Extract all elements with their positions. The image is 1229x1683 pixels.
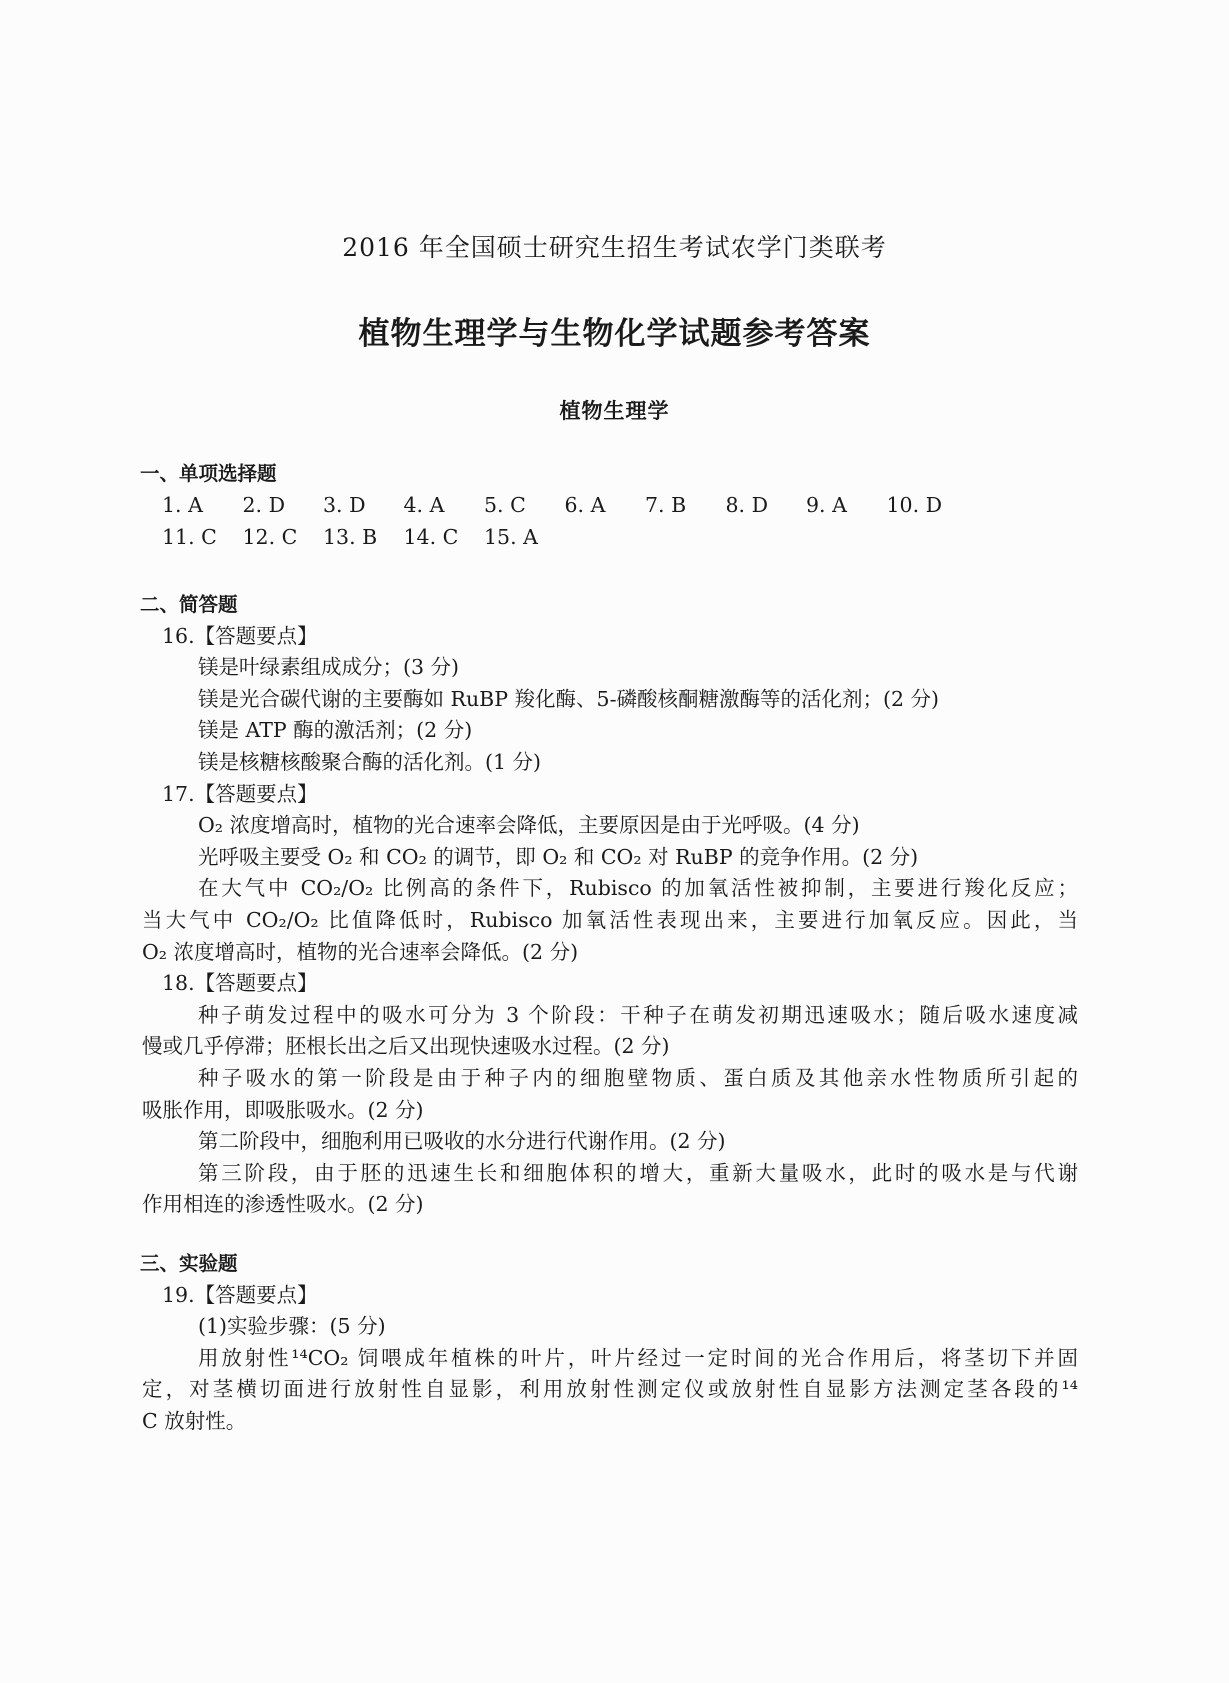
answer-line: O₂ 浓度增高时，植物的光合速率会降低，主要原因是由于光呼吸。(4 分) (198, 813, 860, 838)
answer-line: 种子萌发过程中的吸水可分为 3 个阶段：干种子在萌发初期迅速吸水；随后吸水速度减 (198, 1002, 1078, 1027)
answer-item: 5. C (484, 492, 526, 517)
answer-item: 11. C (162, 525, 217, 550)
answer-line: 在大气中 CO₂/O₂ 比例高的条件下，Rubisco 的加氧活性被抑制，主要进行羧化反应； (198, 876, 1078, 901)
answer-item: 1. A (162, 492, 203, 517)
answer-line: C 放射性。 (142, 1408, 247, 1433)
answer-line: 用放射性¹⁴CO₂ 饲喂成年植株的叶片，叶片经过一定时间的光合作用后，将茎切下并固 (198, 1345, 1078, 1370)
section-heading: 三、实验题 (140, 1252, 238, 1275)
answer-item: 14. C (403, 525, 459, 550)
section-short-answer (142, 589, 1078, 1221)
answer-line: 镁是核糖核酸聚合酶的活化剂。(1 分) (198, 749, 542, 774)
answer-item: 15. A (484, 525, 538, 550)
answer-item: 2. D (242, 492, 286, 517)
answer-line: 光呼吸主要受 O₂ 和 CO₂ 的调节，即 O₂ 和 CO₂ 对 RuBP 的竞争作用。(2 分) (198, 844, 919, 869)
answer-row (142, 522, 1078, 554)
answer-line: 慢或几乎停滞；胚根长出之后又出现快速吸水过程。(2 分) (142, 1034, 670, 1059)
step-label: (1)实验步骤：(5 分) (198, 1314, 386, 1339)
answer-item: 9. A (806, 492, 847, 517)
answer-item: 8. D (725, 492, 769, 517)
question-label: 18.【答题要点】 (162, 971, 318, 996)
answer-item: 12. C (242, 525, 298, 550)
answer-line: 镁是 ATP 酶的激活剂；(2 分) (198, 718, 473, 743)
exam-title: 2016 年全国硕士研究生招生考试农学门类联考 (342, 233, 887, 262)
answer-line: 种子吸水的第一阶段是由于种子内的细胞壁物质、蛋白质及其他亲水性物质所引起的 (198, 1065, 1078, 1090)
document-title: 植物生理学与生物化学试题参考答案 (358, 316, 871, 352)
answer-line: 作用相连的渗透性吸水。(2 分) (142, 1192, 424, 1217)
answer-line: 第三阶段，由于胚的迅速生长和细胞体积的增大，重新大量吸水，此时的吸水是与代谢 (198, 1160, 1078, 1185)
answer-line: 镁是叶绿素组成成分；(3 分) (198, 655, 460, 680)
answer-line: 第二阶段中，细胞利用已吸收的水分进行代谢作用。(2 分) (198, 1129, 726, 1154)
answer-line: O₂ 浓度增高时，植物的光合速率会降低。(2 分) (142, 939, 579, 964)
section-heading: 一、单项选择题 (140, 462, 277, 485)
answer-line: 镁是光合碳代谢的主要酶如 RuBP 羧化酶、5-磷酸核酮糖激酶等的活化剂；(2 分) (198, 686, 940, 711)
answer-line: 定，对茎横切面进行放射性自显影，利用放射性测定仪或放射性自显影方法测定茎各段的¹⁴ (142, 1377, 1078, 1402)
answer-item: 4. A (403, 492, 445, 517)
answer-line: 吸胀作用，即吸胀吸水。(2 分) (142, 1097, 424, 1122)
answer-item: 6. A (564, 492, 606, 517)
answer-item: 3. D (323, 492, 366, 517)
answer-row (142, 490, 1078, 522)
section-heading: 二、简答题 (140, 593, 238, 616)
section-experiment (142, 1248, 1078, 1438)
question-label: 19.【答题要点】 (162, 1282, 318, 1307)
answer-line: 当大气中 CO₂/O₂ 比值降低时，Rubisco 加氧活性表现出来，主要进行加氧反应。因此，当 (142, 907, 1078, 932)
answer-item: 10. D (886, 492, 943, 517)
question-label: 16.【答题要点】 (162, 623, 318, 648)
answer-item: 7. B (645, 492, 687, 517)
answer-item: 13. B (323, 525, 378, 550)
section-multiple-choice (142, 458, 1078, 554)
subject-heading: 植物生理学 (559, 398, 670, 423)
question-label: 17.【答题要点】 (162, 781, 318, 806)
